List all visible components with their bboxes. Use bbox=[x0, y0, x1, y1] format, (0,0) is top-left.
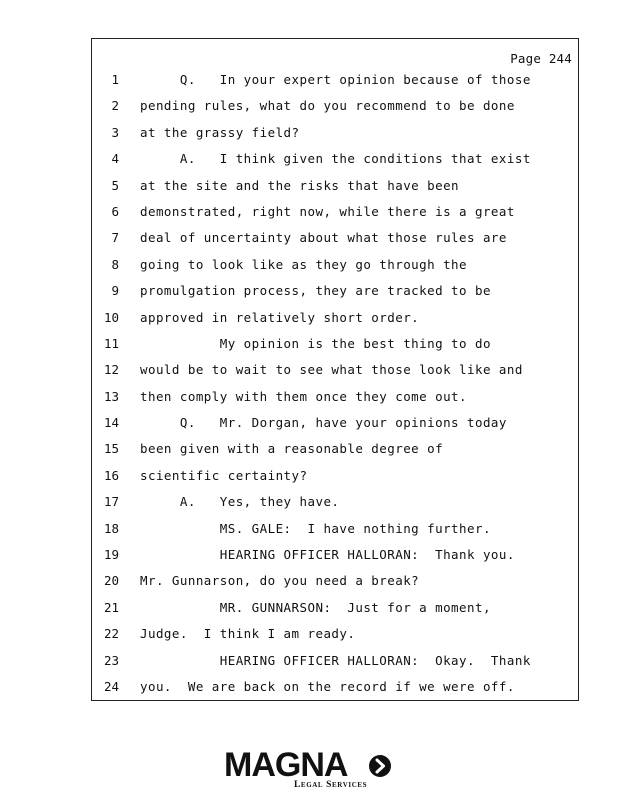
logo-subtitle: Legal Services bbox=[294, 780, 368, 790]
transcript-line bbox=[92, 225, 578, 251]
line-text: A. Yes, they have. bbox=[140, 494, 340, 510]
line-text: HEARING OFFICER HALLORAN: Thank you. bbox=[140, 547, 515, 563]
logo-wordmark: MAGNA bbox=[224, 746, 348, 784]
line-number: 24 bbox=[103, 678, 119, 694]
transcript-line bbox=[92, 463, 578, 489]
line-text: Q. In your expert opinion because of those bbox=[140, 72, 531, 87]
line-text: promulgation process, they are tracked to be bbox=[140, 283, 491, 299]
line-text: My opinion is the best thing to do bbox=[140, 335, 491, 351]
transcript-line bbox=[92, 384, 578, 410]
transcript-line bbox=[92, 305, 578, 331]
transcript-line bbox=[92, 357, 578, 383]
line-number: 8 bbox=[111, 256, 119, 272]
line-text: Q. Mr. Dorgan, have your opinions today bbox=[140, 415, 507, 431]
line-text: would be to wait to see what those look like and bbox=[140, 362, 523, 378]
line-text: at the grassy field? bbox=[140, 124, 300, 140]
transcript-line bbox=[92, 489, 578, 515]
line-number: 14 bbox=[103, 415, 119, 431]
line-text: going to look like as they go through the bbox=[140, 256, 468, 272]
line-text: HEARING OFFICER HALLORAN: Okay. Thank bbox=[140, 652, 531, 668]
line-number: 18 bbox=[103, 520, 119, 536]
line-number: 23 bbox=[103, 652, 119, 668]
transcript-line bbox=[92, 173, 578, 199]
line-number: 12 bbox=[103, 362, 119, 378]
page-number: Page 244 bbox=[510, 51, 572, 66]
transcript-line bbox=[92, 252, 578, 278]
line-number: 15 bbox=[103, 441, 119, 457]
line-text: been given with a reasonable degree of bbox=[140, 441, 444, 457]
transcript-line bbox=[92, 93, 578, 119]
line-number: 16 bbox=[103, 467, 119, 483]
transcript-page bbox=[91, 38, 579, 701]
line-text: pending rules, what do you recommend to be done bbox=[140, 98, 515, 114]
line-number: 6 bbox=[111, 203, 119, 219]
magna-logo bbox=[220, 746, 400, 794]
line-text: MS. GALE: I have nothing further. bbox=[140, 520, 491, 536]
line-number: 4 bbox=[111, 151, 119, 167]
transcript-line bbox=[92, 410, 578, 436]
transcript-line bbox=[92, 67, 578, 93]
line-number: 20 bbox=[103, 573, 119, 589]
transcript-line bbox=[92, 146, 578, 172]
line-text: demonstrated, right now, while there is a great bbox=[140, 203, 515, 219]
line-number: 10 bbox=[103, 309, 119, 325]
line-number: 19 bbox=[103, 547, 119, 563]
line-text: deal of uncertainty about what those rules are bbox=[140, 230, 507, 246]
line-number: 11 bbox=[103, 335, 119, 351]
transcript-line bbox=[92, 568, 578, 594]
line-number: 5 bbox=[111, 177, 119, 193]
line-number: 2 bbox=[111, 98, 119, 114]
transcript-line bbox=[92, 674, 578, 700]
transcript-line bbox=[92, 648, 578, 674]
transcript-line bbox=[92, 595, 578, 621]
line-number: 7 bbox=[111, 230, 119, 246]
line-text: at the site and the risks that have been bbox=[140, 177, 460, 193]
transcript-line bbox=[92, 331, 578, 357]
line-text: scientific certainty? bbox=[140, 467, 308, 483]
transcript-line bbox=[92, 516, 578, 542]
transcript-line bbox=[92, 199, 578, 225]
transcript-lines bbox=[92, 67, 578, 700]
transcript-line bbox=[92, 278, 578, 304]
line-number: 22 bbox=[103, 626, 119, 642]
line-text: approved in relatively short order. bbox=[140, 309, 420, 325]
transcript-line bbox=[92, 436, 578, 462]
line-number: 1 bbox=[111, 72, 119, 87]
line-number: 3 bbox=[111, 124, 119, 140]
line-text: MR. GUNNARSON: Just for a moment, bbox=[140, 599, 491, 615]
line-number: 21 bbox=[103, 599, 119, 615]
chevron-right-circle-icon bbox=[368, 754, 392, 778]
transcript-line bbox=[92, 542, 578, 568]
line-number: 9 bbox=[111, 283, 119, 299]
transcript-line bbox=[92, 120, 578, 146]
line-text: you. We are back on the record if we were off. bbox=[140, 678, 515, 694]
transcript-line bbox=[92, 621, 578, 647]
line-text: A. I think given the conditions that exist bbox=[140, 151, 531, 167]
line-text: then comply with them once they come out. bbox=[140, 388, 468, 404]
line-text: Mr. Gunnarson, do you need a break? bbox=[140, 573, 420, 589]
line-number: 13 bbox=[103, 388, 119, 404]
line-text: Judge. I think I am ready. bbox=[140, 626, 356, 642]
line-number: 17 bbox=[103, 494, 119, 510]
